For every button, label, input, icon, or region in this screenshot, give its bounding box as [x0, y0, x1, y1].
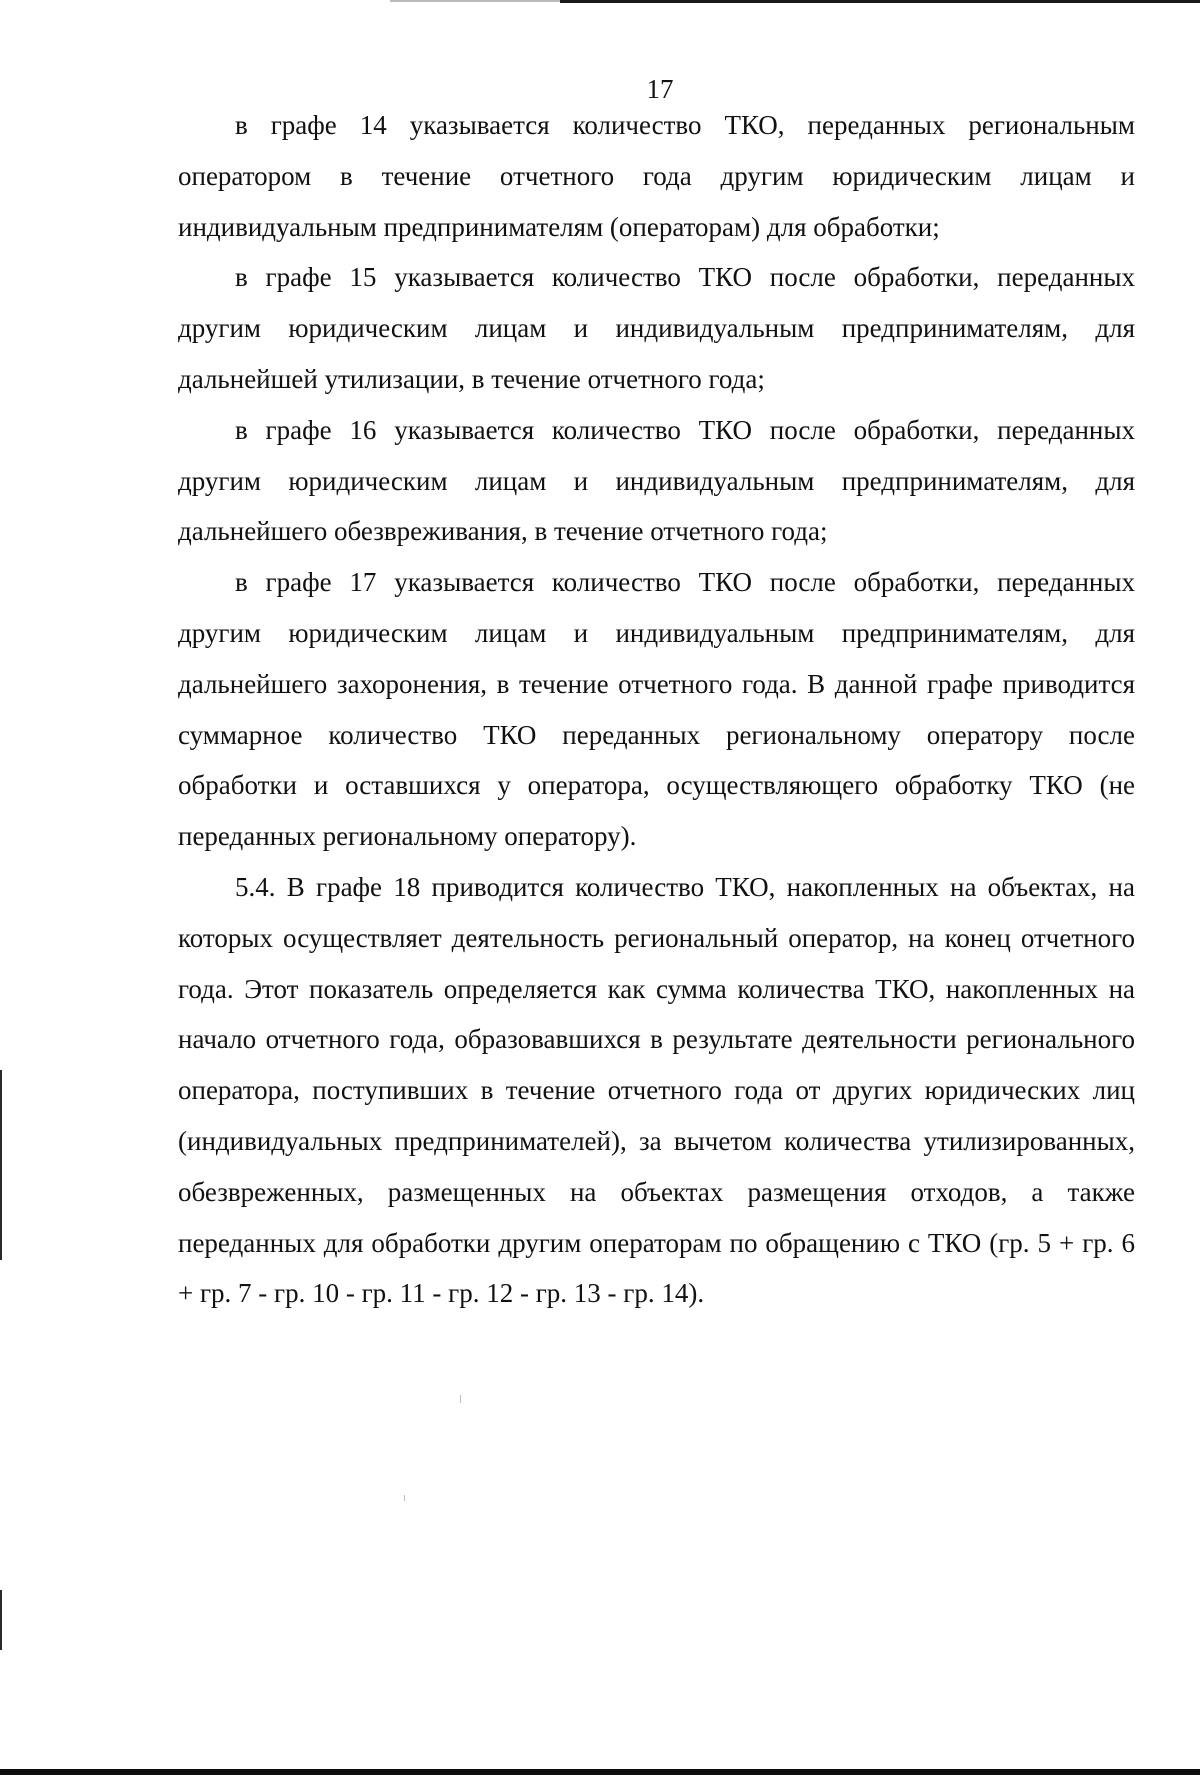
paragraph-section-5-4: 5.4. В графе 18 приводится количество ТКО, накопленных на объектах, на которых осуществляет деятельность региональный оператор, на конец отчетного года. Этот показатель определяется как сумма количества ТКО, накопленных на начало отчетного года, образовавшихся в результате деятельности регионального оператора, поступивших в течение отчетного года от других юридических лиц (индивидуальных предпринимателей), за вычетом количества утилизированных, обезвреженных, размещенных на объектах размещения отходов, а также переданных для обработки другим операторам по обращению с ТКО (гр. 5 + гр. 6 + гр. 7 - гр. 10 - гр. 11 - гр. 12 - гр. 13 - гр. 14).	[178, 871, 1135, 1309]
scan-artifact-left-edge	[0, 1070, 2, 1260]
scan-artifact-bottom-bar	[0, 1769, 1200, 1775]
paragraph-column-16: в графе 16 указывается количество ТКО после обработки, переданных другим юридическим лицам и индивидуальным предпринимателям, для дальнейшего обезвреживания, в течение отчетного года;	[178, 414, 1135, 547]
scan-speck	[460, 1395, 461, 1403]
paragraph-column-15: в графе 15 указывается количество ТКО после обработки, переданных другим юридическим лицам и индивидуальным предпринимателям, для дальнейшей утилизации, в течение отчетного года;	[178, 262, 1135, 394]
paragraph-column-17: в графе 17 указывается количество ТКО после обработки, переданных другим юридическим лицам и индивидуальным предпринимателям, для дальнейшего захоронения, в течение отчетного года. В данной графе приводится суммарное количество ТКО переданных региональному оператору после обработки и оставшихся у оператора, осуществляющего обработку ТКО (не переданных региональному оператору).	[178, 567, 1135, 852]
scan-artifact-left-edge	[0, 1590, 2, 1650]
document-body	[178, 100, 1135, 1319]
scan-speck	[404, 1495, 405, 1501]
paragraph-column-14: в графе 14 указывается количество ТКО, переданных региональным оператором в течение отчетного года другим юридическим лицам и индивидуальным предпринимателям (операторам) для обработки;	[178, 110, 1135, 242]
scan-artifact-top-line	[560, 0, 1200, 3]
page-number: 17	[646, 74, 674, 104]
scan-artifact-top-faint	[390, 0, 560, 2]
